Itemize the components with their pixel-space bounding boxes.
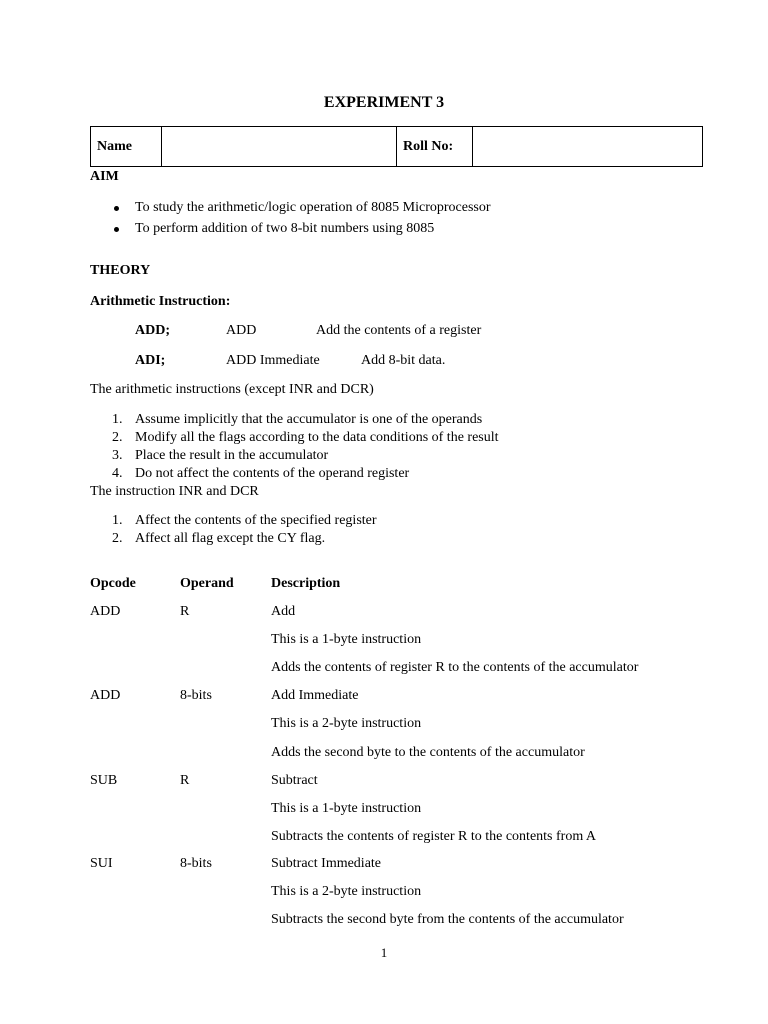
column-header-operand: Operand xyxy=(180,576,234,591)
aim-heading: AIM xyxy=(90,169,119,184)
table-cell-opcode: SUB xyxy=(90,773,118,788)
roll-label: Roll No: xyxy=(397,127,473,167)
table-cell-opcode: ADD xyxy=(90,604,121,619)
aim-item: To perform addition of two 8-bit numbers using 8085 xyxy=(135,221,435,236)
list-number: 4. xyxy=(112,466,123,481)
inr-dcr-intro: The instruction INR and DCR xyxy=(90,484,259,499)
table-cell-opcode: ADD xyxy=(90,688,121,703)
table-cell-description: Subtract Immediate xyxy=(271,856,382,871)
instruction-mnemonic: ADI; xyxy=(135,353,166,368)
instruction-mnemonic: ADD; xyxy=(135,323,170,338)
list-item: Affect the contents of the specified register xyxy=(135,513,377,528)
table-cell-description: Adds the contents of register R to the contents of the accumulator xyxy=(271,660,639,675)
table-cell-operand: R xyxy=(180,604,190,619)
column-header-opcode: Opcode xyxy=(90,576,136,591)
table-cell-description: Add xyxy=(271,604,296,619)
table-cell-operand: R xyxy=(180,773,190,788)
instruction-name: ADD xyxy=(226,323,257,338)
instruction-description: Add 8-bit data. xyxy=(361,353,446,368)
roll-value xyxy=(473,127,703,167)
student-info-table xyxy=(90,126,703,167)
list-item: Do not affect the contents of the operand register xyxy=(135,466,410,481)
table-cell-description: Subtract xyxy=(271,773,318,788)
table-cell-description: This is a 2-byte instruction xyxy=(271,716,422,731)
list-number: 2. xyxy=(112,531,123,546)
list-item: Affect all flag except the CY flag. xyxy=(135,531,326,546)
name-value xyxy=(162,127,397,167)
list-item: Assume implicitly that the accumulator is one of the operands xyxy=(135,412,483,427)
instruction-name: ADD Immediate xyxy=(226,353,320,368)
aim-item: To study the arithmetic/logic operation of 8085 Microprocessor xyxy=(135,200,491,215)
table-cell-operand: 8-bits xyxy=(180,856,212,871)
column-header-description: Description xyxy=(271,576,341,591)
list-number: 1. xyxy=(112,513,123,528)
table-cell-description: Subtracts the contents of register R to the contents from A xyxy=(271,829,597,844)
list-item: Modify all the flags according to the data conditions of the result xyxy=(135,430,499,445)
table-cell-operand: 8-bits xyxy=(180,688,212,703)
table-cell-description: This is a 1-byte instruction xyxy=(271,632,422,647)
instruction-description: Add the contents of a register xyxy=(316,323,482,338)
table-cell-description: This is a 2-byte instruction xyxy=(271,884,422,899)
list-number: 3. xyxy=(112,448,123,463)
theory-heading: THEORY xyxy=(90,263,151,278)
arithmetic-intro: The arithmetic instructions (except INR and DCR) xyxy=(90,382,374,397)
table-cell-opcode: SUI xyxy=(90,856,113,871)
table-cell-description: Adds the second byte to the contents of the accumulator xyxy=(271,745,585,760)
table-cell-description: Add Immediate xyxy=(271,688,359,703)
theory-subheading: Arithmetic Instruction: xyxy=(90,294,231,309)
page-title: EXPERIMENT 3 xyxy=(323,94,445,111)
name-label: Name xyxy=(91,127,162,167)
list-item: Place the result in the accumulator xyxy=(135,448,329,463)
page-number: 1 xyxy=(380,945,388,960)
list-number: 1. xyxy=(112,412,123,427)
table-cell-description: Subtracts the second byte from the contents of the accumulator xyxy=(271,912,624,927)
list-number: 2. xyxy=(112,430,123,445)
table-cell-description: This is a 1-byte instruction xyxy=(271,801,422,816)
